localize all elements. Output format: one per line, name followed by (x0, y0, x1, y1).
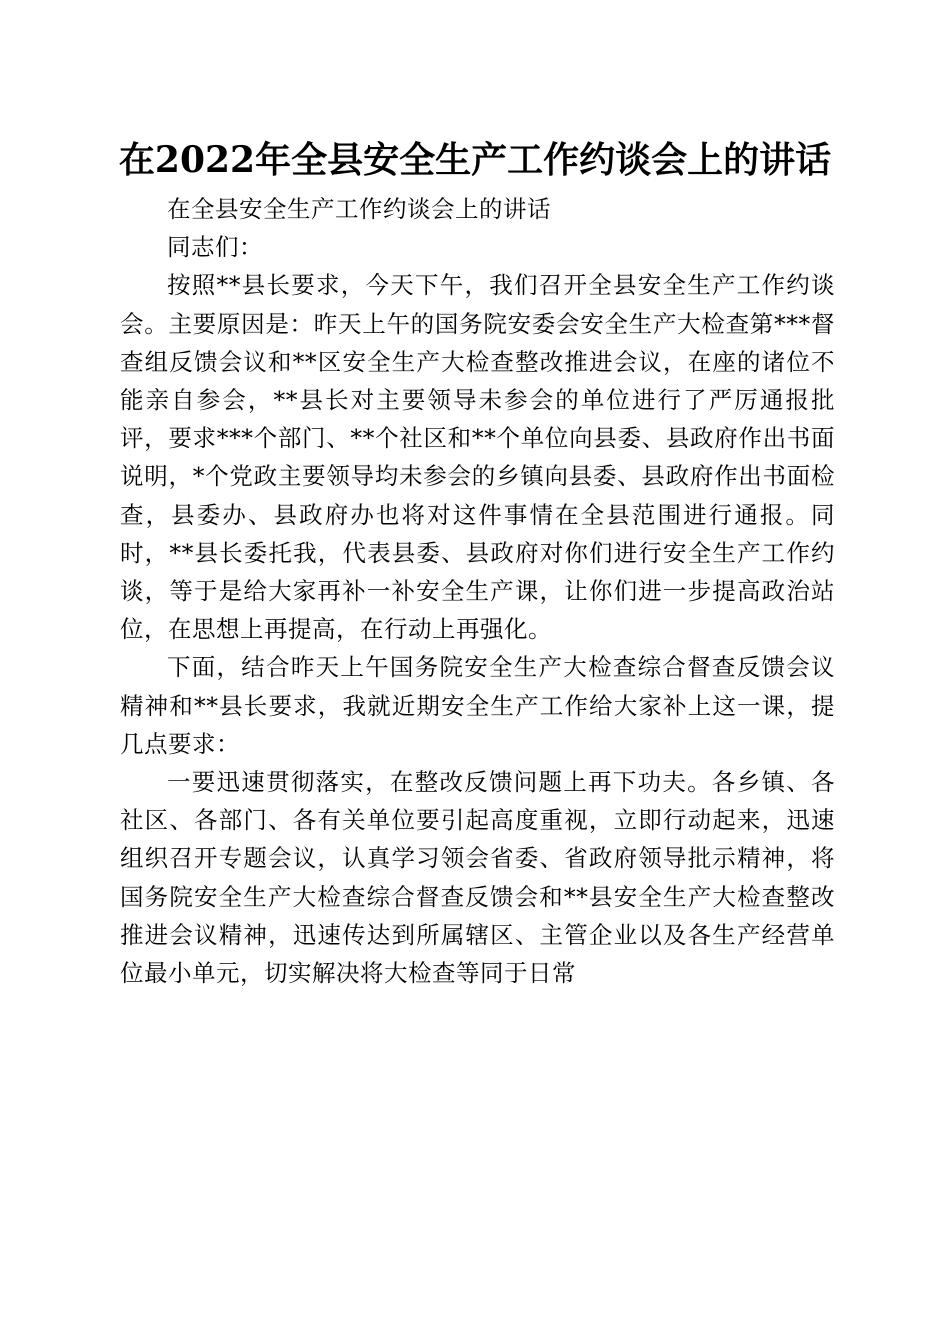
body-paragraph: 一要迅速贯彻落实，在整改反馈问题上再下功夫。各乡镇、各社区、各部门、各有关单位要引起高度重视，立即行动起来，迅速组织召开专题会议，认真学习领会省委、省政府领导批示精神，将国务院安全生产大检查综合督查反馈会和**县安全生产大检查整改推进会议精神，迅速传达到所属辖区、主管企业以及各生产经营单位最小单元，切实解决将大检查等同于日常 (120, 768, 835, 988)
salutation-paragraph: 同志们： (167, 233, 263, 262)
body-paragraph: 按照**县长要求，今天下午，我们召开全县安全生产工作约谈会。主要原因是：昨天上午的国务院安委会安全生产大检查第***督查组反馈会议和**区安全生产大检查整改推进会议，在座的诸位不能亲自参会，**县长对主要领导未参会的单位进行了严厉通报批评，要求***个部门、**个社区和**个单位向县委、县政府作出书面说明，*个党政主要领导均未参会的乡镇向县委、县政府作出书面检查，县委办、县政府办也将对这件事情在全县范围进行通报。同时，**县长委托我，代表县委、县政府对你们进行安全生产工作约谈，等于是给大家再补一补安全生产课，让你们进一步提高政治站位，在思想上再提高，在行动上再强化。 (120, 271, 835, 644)
body-paragraph: 下面，结合昨天上午国务院安全生产大检查综合督查反馈会议精神和**县长要求，我就近期安全生产工作给大家补上这一课，提几点要求： (120, 653, 835, 758)
subtitle-paragraph: 在全县安全生产工作约谈会上的讲话 (167, 195, 551, 223)
document-title: 在2022年全县安全生产工作约谈会上的讲话 (118, 139, 832, 181)
document-body (120, 190, 835, 992)
